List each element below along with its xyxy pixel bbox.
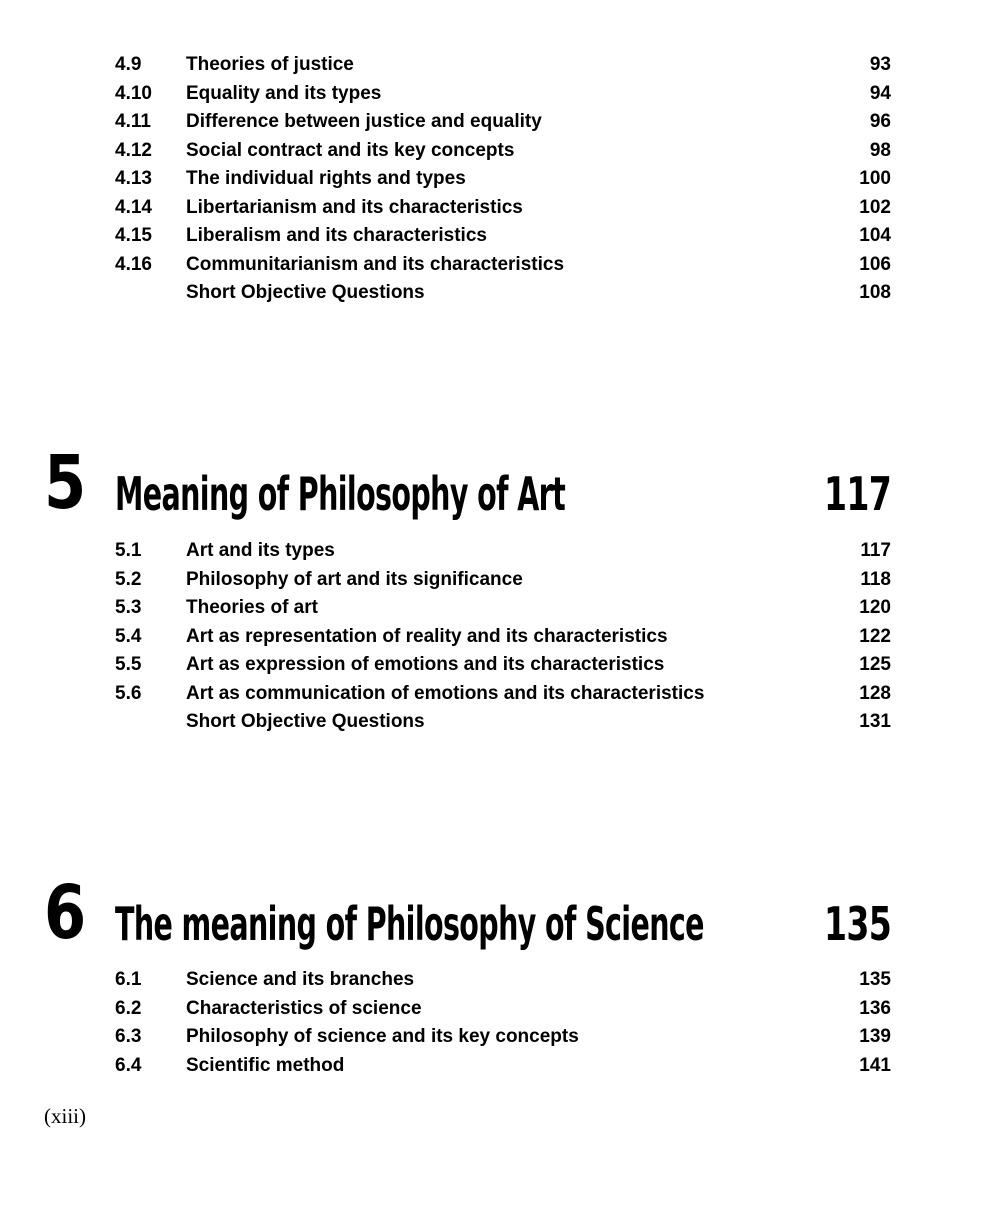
toc-entry-number: 4.9 xyxy=(115,54,142,75)
toc-entry-number: 6.4 xyxy=(115,1054,142,1076)
toc-entry-page: 122 xyxy=(859,625,891,647)
toc-entry-page: 131 xyxy=(859,711,891,732)
chapter-number: 5 xyxy=(44,440,85,526)
toc-entry xyxy=(115,251,891,280)
toc-entry-title: Art and its types xyxy=(186,540,335,561)
toc-chapter-6-list xyxy=(115,966,891,1080)
toc-entry xyxy=(115,165,891,194)
toc-entry xyxy=(115,108,891,137)
toc-entry xyxy=(115,51,891,80)
toc-entry xyxy=(115,222,891,251)
chapter-page-number: 117 xyxy=(824,467,891,521)
toc-entry xyxy=(115,708,891,737)
toc-entry-number: 5.4 xyxy=(115,625,142,647)
toc-entry-number: 4.10 xyxy=(115,82,152,104)
toc-entry-number: 5.3 xyxy=(115,597,142,618)
toc-entry-number: 4.13 xyxy=(115,168,152,189)
toc-entry-number: 4.16 xyxy=(115,253,152,275)
toc-entry xyxy=(115,623,891,652)
toc-entry xyxy=(115,1023,891,1052)
toc-entry-number: 6.2 xyxy=(115,997,142,1019)
toc-entry-page: 135 xyxy=(859,969,891,990)
toc-entry-title: Social contract and its key concepts xyxy=(186,139,515,161)
chapter-title: Meaning of Philosophy of Art xyxy=(115,467,566,521)
toc-entry-title: The individual rights and types xyxy=(186,168,466,189)
toc-entry-title: Philosophy of art and its significance xyxy=(186,568,523,590)
toc-entry-title: Difference between justice and equality xyxy=(186,111,542,132)
toc-entry-number: 6.3 xyxy=(115,1026,142,1047)
toc-entry-number: 4.14 xyxy=(115,196,152,218)
toc-entry-page: 98 xyxy=(869,139,891,161)
toc-entry xyxy=(115,566,891,595)
toc-entry xyxy=(115,995,891,1024)
toc-entry-title: Art as representation of reality and its characteristics xyxy=(186,625,668,647)
toc-entry-page: 120 xyxy=(859,597,891,618)
toc-entry-page: 117 xyxy=(860,540,891,561)
toc-entry-number: 4.12 xyxy=(115,139,152,161)
toc-entry xyxy=(115,1052,891,1081)
toc-entry-page: 128 xyxy=(859,682,891,704)
toc-entry-title: Science and its branches xyxy=(186,969,415,990)
toc-entry xyxy=(115,537,891,566)
toc-entry-page: 108 xyxy=(859,282,891,303)
chapter-page-number: 135 xyxy=(824,897,891,951)
toc-entry-page: 106 xyxy=(859,253,891,275)
toc-entry-page: 139 xyxy=(859,1026,891,1047)
toc-entry-title: Equality and its types xyxy=(186,82,382,104)
toc-entry-number: 4.15 xyxy=(115,225,152,246)
toc-entry-number: 5.1 xyxy=(115,540,142,561)
toc-entry-title: Short Objective Questions xyxy=(186,711,425,732)
page-folio: (xiii) xyxy=(44,1104,86,1128)
toc-entry-number: 4.11 xyxy=(115,111,151,132)
toc-entry-title: Characteristics of science xyxy=(186,997,422,1019)
chapter-title: The meaning of Philosophy of Science xyxy=(115,897,704,951)
toc-entry xyxy=(115,966,891,995)
chapter-number: 6 xyxy=(44,870,85,956)
toc-entry-title: Theories of justice xyxy=(186,54,354,75)
toc-entry-number: 6.1 xyxy=(115,969,142,990)
toc-entry-title: Short Objective Questions xyxy=(186,282,425,303)
toc-entry-number: 5.6 xyxy=(115,682,142,704)
toc-entry-title: Communitarianism and its characteristics xyxy=(186,253,565,275)
toc-entry-page: 94 xyxy=(869,82,891,104)
toc-entry-title: Libertarianism and its characteristics xyxy=(186,196,523,218)
toc-chapter-5-list xyxy=(115,537,891,737)
toc-entry-page: 125 xyxy=(859,654,891,675)
toc-entry xyxy=(115,279,891,308)
toc-entry-page: 100 xyxy=(859,168,891,189)
toc-entry xyxy=(115,680,891,709)
chapter-6-heading xyxy=(44,870,891,956)
toc-entry-title: Art as communication of emotions and its characteristics xyxy=(186,682,705,704)
toc-entry-page: 102 xyxy=(859,196,891,218)
toc-entry xyxy=(115,194,891,223)
toc-entry-number: 5.5 xyxy=(115,654,142,675)
toc-entry-page: 118 xyxy=(860,568,891,590)
toc-entry-title: Scientific method xyxy=(186,1054,345,1076)
toc-entry-number: 5.2 xyxy=(115,568,142,590)
toc-entry-title: Theories of art xyxy=(186,597,318,618)
toc-entry-title: Liberalism and its characteristics xyxy=(186,225,487,246)
chapter-5-heading xyxy=(44,440,891,526)
toc-entry-title: Philosophy of science and its key concepts xyxy=(186,1026,579,1047)
toc-entry xyxy=(115,80,891,109)
toc-entry xyxy=(115,651,891,680)
toc-entry-title: Art as expression of emotions and its characteristics xyxy=(186,654,665,675)
toc-entry-page: 141 xyxy=(859,1054,891,1076)
toc-entry-page: 104 xyxy=(859,225,891,246)
toc-entry xyxy=(115,594,891,623)
toc-entry-page: 93 xyxy=(869,54,891,75)
toc-entry-page: 96 xyxy=(869,111,891,132)
toc-entry xyxy=(115,137,891,166)
toc-entry-page: 136 xyxy=(859,997,891,1019)
toc-section-4-list xyxy=(115,51,891,308)
